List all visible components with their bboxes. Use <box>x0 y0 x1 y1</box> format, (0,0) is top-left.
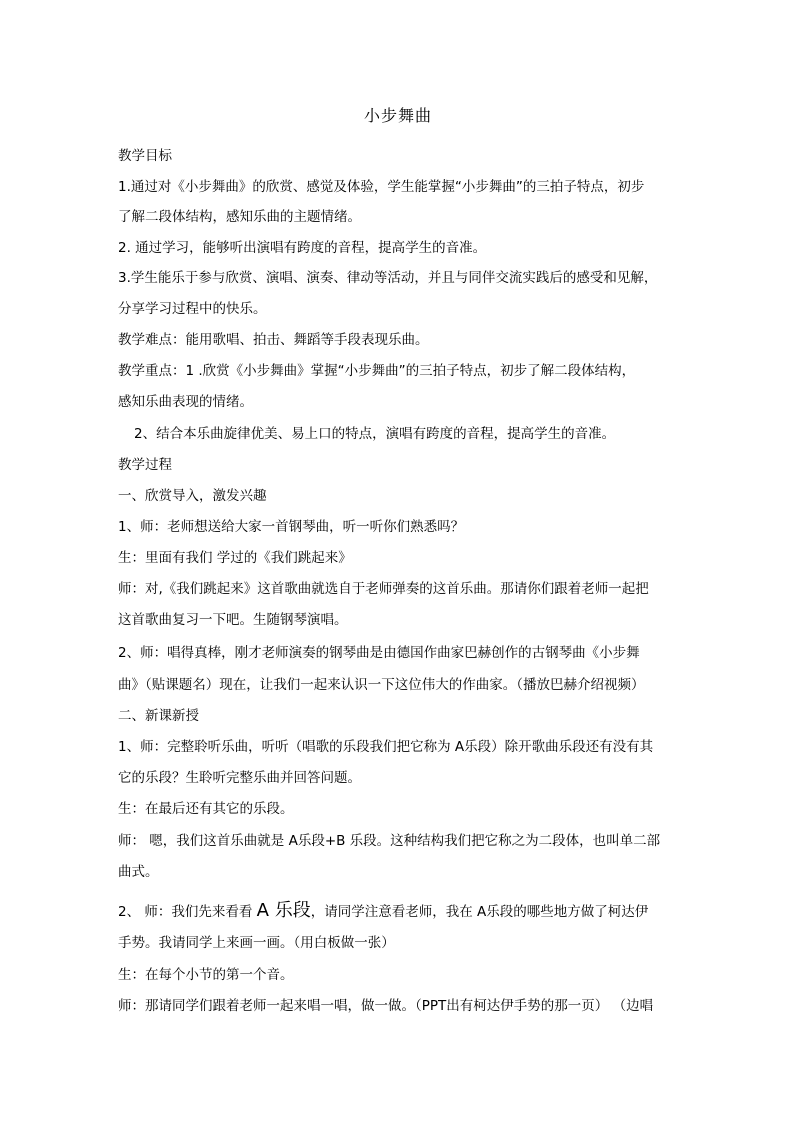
paragraph-line: 了解二段体结构，感知乐曲的主题情绪。 <box>118 209 361 225</box>
paragraph-line: 师： 嗯，我们这首乐曲就是 A乐段+B 乐段。这种结构我们把它称之为二段体，也叫单二部 <box>118 833 661 849</box>
section-heading-process: 教学过程 <box>118 457 172 473</box>
line-suffix: ，请同学注意看老师，我在 A乐段的哪些地方做了柯达伊 <box>310 904 649 920</box>
paragraph-line-emphasis <box>118 898 678 924</box>
line-prefix: 2、 师：我们先来看看 <box>118 904 257 920</box>
paragraph-line: 1、师：完整聆听乐曲，听听（唱歌的乐段我们把它称为 A乐段）除开歌曲乐段还有没有其 <box>118 739 654 755</box>
paragraph-line: 分享学习过程中的快乐。 <box>118 301 267 317</box>
paragraph-line: 师：那请同学们跟着老师一起来唱一唱，做一做。（PPT出有柯达伊手势的那一页） （边唱 <box>118 998 654 1014</box>
paragraph-line: 1.通过对《小步舞曲》的欣赏、感觉及体验，学生能掌握“小步舞曲”的三拍子特点，初步 <box>118 179 645 195</box>
paragraph-line: 3.学生能乐于参与欣赏、演唱、演奏、律动等活动，并且与同伴交流实践后的感受和见解， <box>118 270 658 286</box>
emphasis-a-section: A 乐段 <box>256 900 311 921</box>
paragraph-line: 手势。我请同学上来画一画。（用白板做一张） <box>118 935 395 951</box>
paragraph-line: 感知乐曲表现的情绪。 <box>118 394 253 410</box>
paragraph-line: 这首歌曲复习一下吧。生随钢琴演唱。 <box>118 612 348 628</box>
paragraph-line: 它的乐段？生聆听完整乐曲并回答问题。 <box>118 770 361 786</box>
paragraph-line: 教学难点：能用歌唱、拍击、舞蹈等手段表现乐曲。 <box>118 332 429 348</box>
paragraph-line: 曲》（贴课题名）现在，让我们一起来认识一下这位伟大的作曲家。（播放巴赫介绍视频） <box>118 677 645 693</box>
section-heading-objectives: 教学目标 <box>118 148 172 164</box>
paragraph-line: 二、新课新授 <box>118 708 199 724</box>
paragraph-line: 曲式。 <box>118 864 159 880</box>
paragraph-line: 2. 通过学习，能够听出演唱有跨度的音程，提高学生的音准。 <box>118 240 487 256</box>
paragraph-line: 生：在每个小节的第一个音。 <box>118 967 294 983</box>
paragraph-line: 2、师：唱得真棒，刚才老师演奏的钢琴曲是由德国作曲家巴赫创作的古钢琴曲《小步舞 <box>118 645 640 661</box>
paragraph-line: 一、欣赏导入，激发兴趣 <box>118 488 267 504</box>
paragraph-line: 1、师：老师想送给大家一首钢琴曲，听一听你们熟悉吗？ <box>118 519 465 535</box>
document-title: 小步舞曲 <box>363 106 432 125</box>
paragraph-line: 教学重点：1 .欣赏《小步舞曲》掌握“小步舞曲”的三拍子特点，初步了解二段体结构， <box>118 363 636 379</box>
paragraph-line: 师：对,《我们跳起来》这首歌曲就选自于老师弹奏的这首乐曲。那请你们跟着老师一起把 <box>118 581 649 597</box>
paragraph-line: 生：里面有我们 学过的《我们跳起来》 <box>118 550 352 566</box>
paragraph-line: 2、结合本乐曲旋律优美、易上口的特点，演唱有跨度的音程，提高学生的音准。 <box>134 426 616 442</box>
paragraph-line: 生：在最后还有其它的乐段。 <box>118 801 294 817</box>
